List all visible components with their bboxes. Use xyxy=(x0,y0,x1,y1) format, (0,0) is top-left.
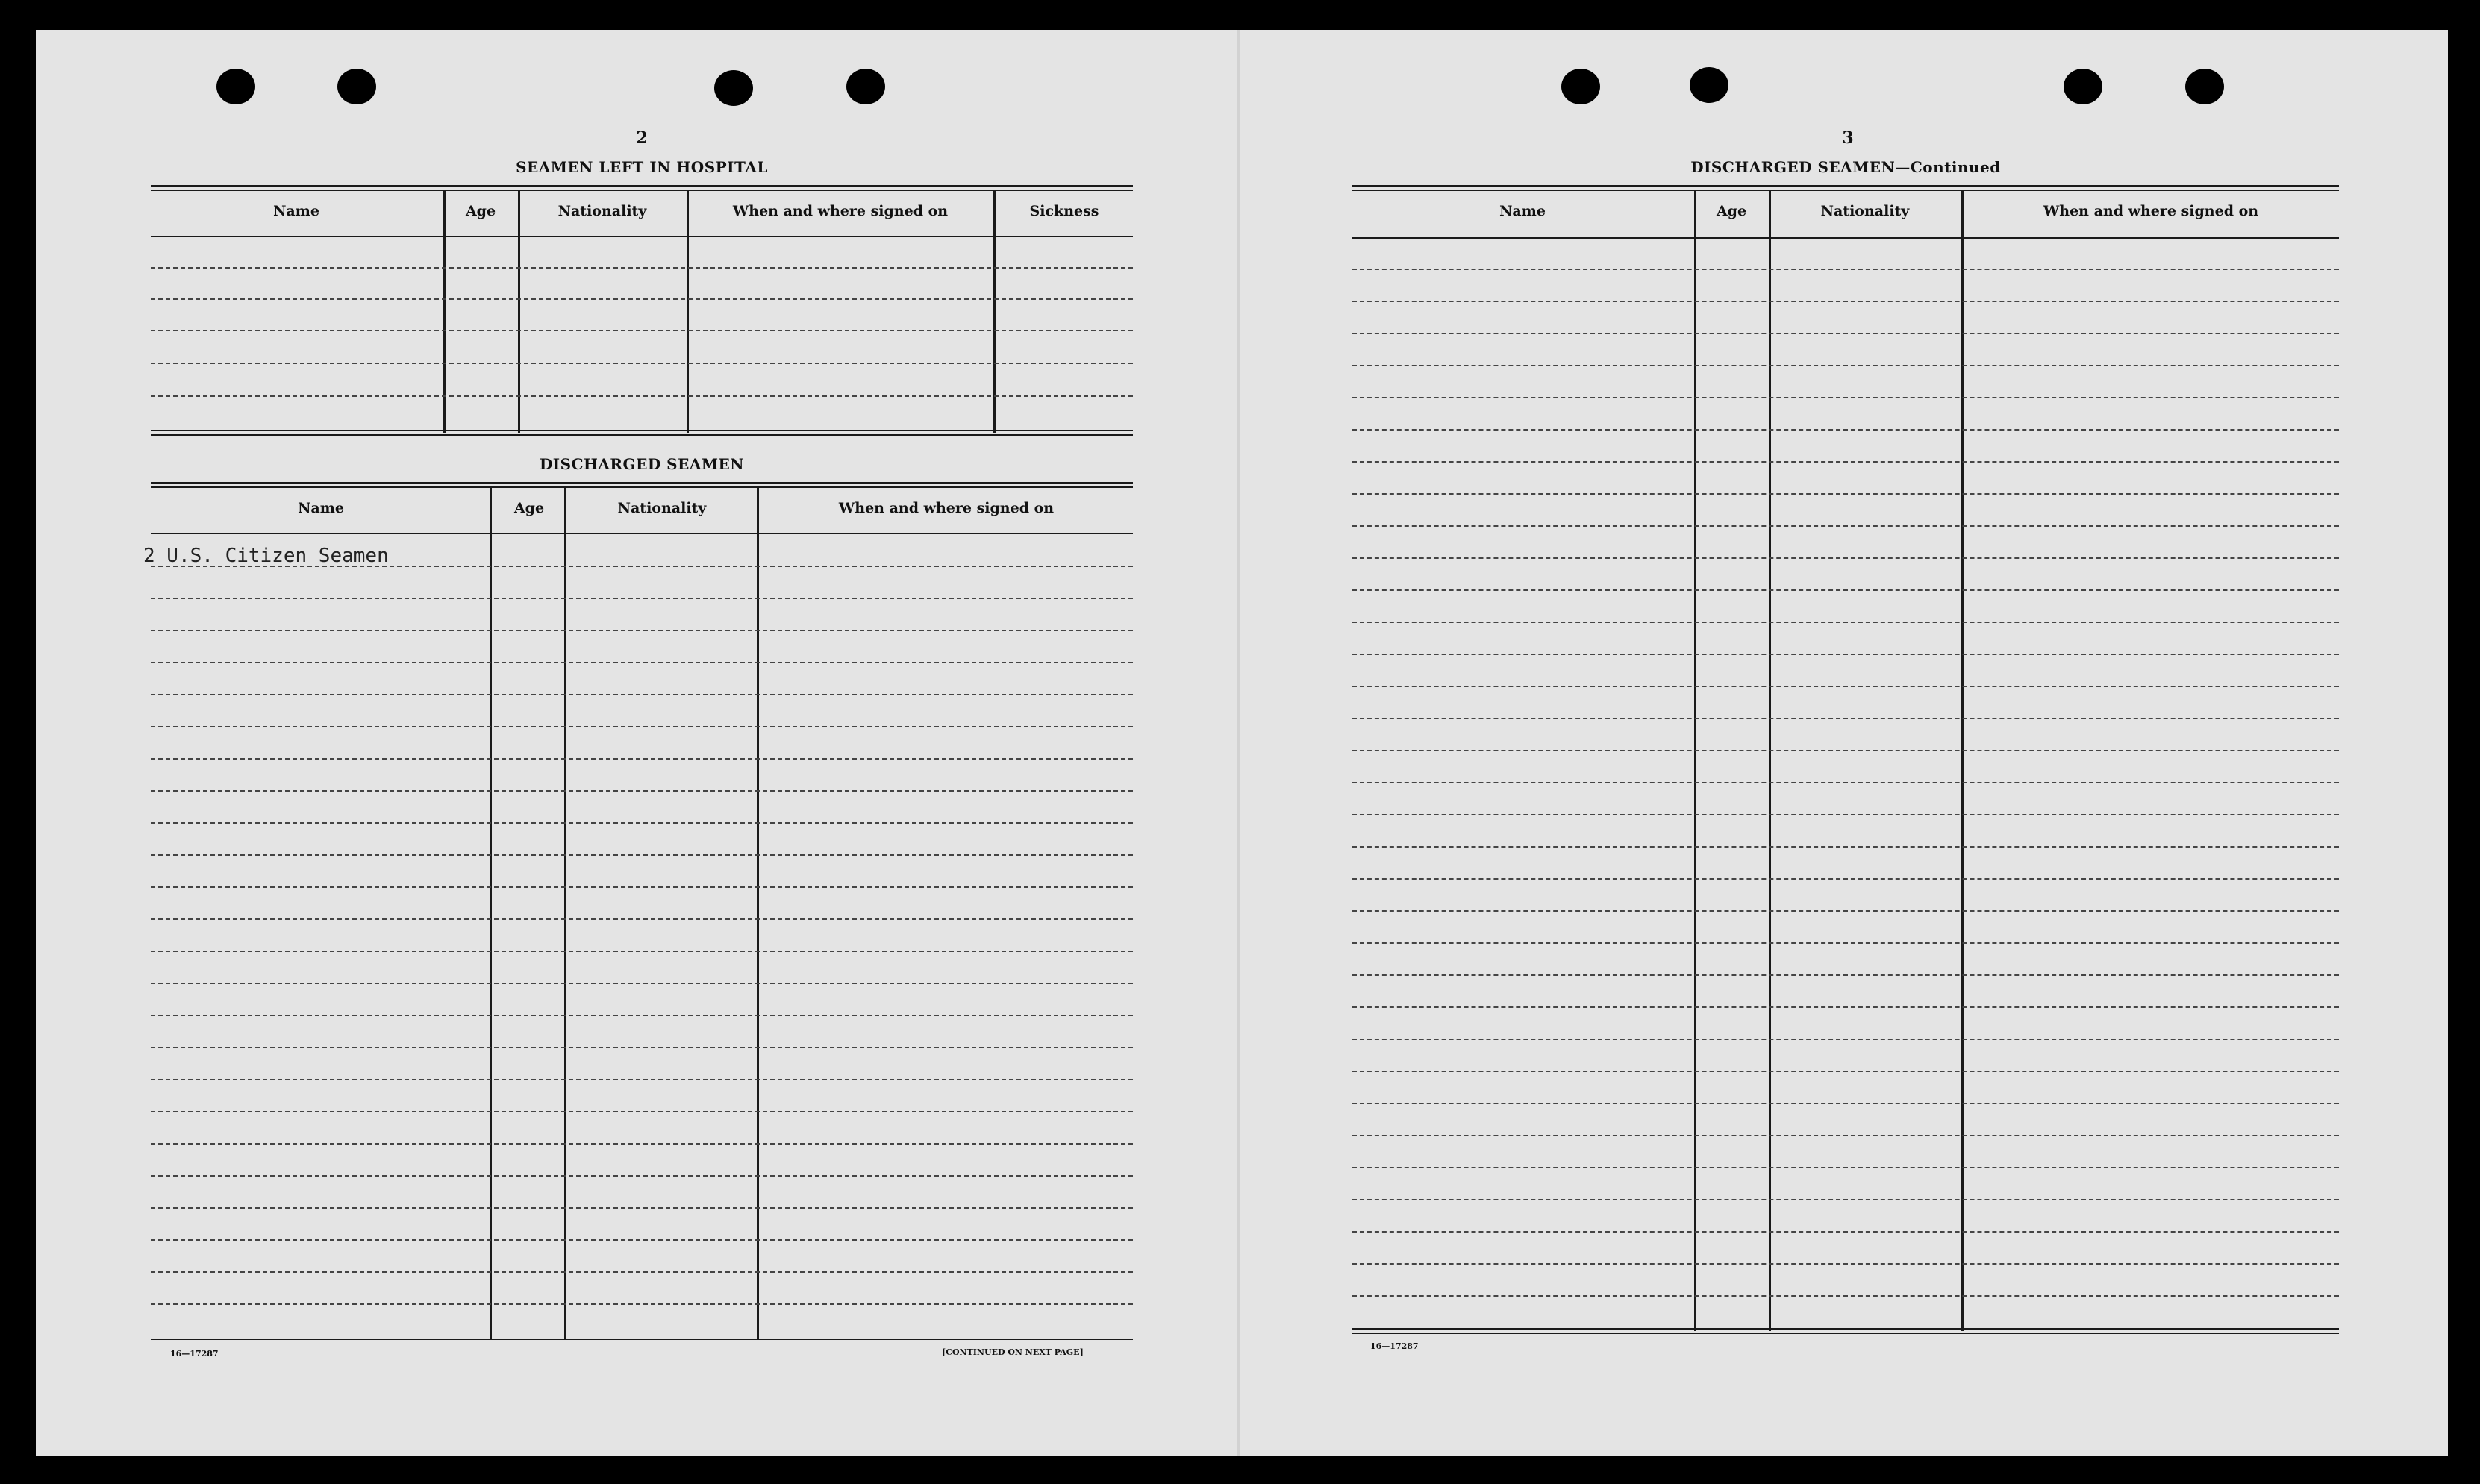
hospital-row-line xyxy=(151,395,1133,397)
table-row-line xyxy=(151,758,1133,760)
table-row-line xyxy=(1352,782,2339,783)
hospital-table-bottom-rule xyxy=(151,430,1133,431)
discharged-col-name: Name xyxy=(298,500,344,516)
hospital-row-line xyxy=(151,330,1133,331)
punch-hole xyxy=(714,70,753,106)
table-row-line xyxy=(1352,910,2339,912)
table-row-line xyxy=(151,1047,1133,1048)
hospital-header-rule xyxy=(151,236,1133,237)
table-row-line xyxy=(1352,1167,2339,1168)
right-col-divider xyxy=(1769,191,1771,1331)
table-row-line xyxy=(151,1303,1133,1305)
hospital-col-sickness: Sickness xyxy=(1029,203,1099,219)
table-row-line xyxy=(1352,525,2339,527)
table-row-line xyxy=(151,1271,1133,1273)
table-row-line xyxy=(151,822,1133,824)
center-fold xyxy=(1237,30,1240,1456)
table-row-line xyxy=(151,790,1133,792)
discharged-table-top-rule xyxy=(151,482,1133,484)
hospital-table-top-rule xyxy=(151,185,1133,187)
table-row-line xyxy=(1352,846,2339,848)
discharged-col-divider xyxy=(757,488,759,1339)
hospital-col-age: Age xyxy=(465,203,496,219)
right-table-top-rule xyxy=(1352,185,2339,187)
table-row-line xyxy=(1352,974,2339,976)
table-row-line xyxy=(151,1079,1133,1080)
discharged-col-signed-on: When and where signed on xyxy=(838,500,1055,516)
discharged-col-divider xyxy=(490,488,492,1339)
table-row-line xyxy=(1352,429,2339,431)
continued-note: [CONTINUED ON NEXT PAGE] xyxy=(942,1347,1084,1357)
discharged-col-divider xyxy=(564,488,566,1339)
table-row-line xyxy=(151,1239,1133,1241)
table-row-line xyxy=(1352,878,2339,880)
hospital-col-name: Name xyxy=(273,203,319,219)
punch-hole xyxy=(1561,69,1600,104)
left-form-number: 16—17287 xyxy=(170,1349,219,1359)
right-table-bottom-rule xyxy=(1352,1328,2339,1330)
right-col-age: Age xyxy=(1716,203,1747,219)
punch-hole xyxy=(216,69,255,104)
discharged-col-nationality: Nationality xyxy=(617,500,707,516)
table-row-line xyxy=(1352,589,2339,591)
discharged-table-bottom-rule xyxy=(151,1339,1133,1340)
right-page-number: 3 xyxy=(1842,128,1854,148)
hospital-row-line xyxy=(151,267,1133,269)
right-form-number: 16—17287 xyxy=(1370,1341,1419,1351)
table-row-line xyxy=(151,726,1133,727)
paper-sheet xyxy=(36,30,2448,1456)
discharged-table-top-rule xyxy=(151,486,1133,488)
hospital-section-title: SEAMEN LEFT IN HOSPITAL xyxy=(516,158,768,176)
table-row-line xyxy=(151,886,1133,888)
table-row-line xyxy=(1352,1295,2339,1297)
table-row-line xyxy=(151,662,1133,663)
discharged-continued-title: DISCHARGED SEAMEN—Continued xyxy=(1690,158,2001,176)
punch-hole xyxy=(1690,67,1728,103)
table-row-line xyxy=(1352,1135,2339,1136)
table-row-line xyxy=(151,694,1133,695)
right-col-divider xyxy=(1694,191,1696,1331)
table-row-line xyxy=(1352,750,2339,751)
table-row-line xyxy=(1352,1263,2339,1265)
table-row-line xyxy=(1352,461,2339,463)
table-row-line xyxy=(151,598,1133,599)
table-row-line xyxy=(151,630,1133,631)
right-table-top-rule xyxy=(1352,190,2339,191)
discharged-entry-name: 2 U.S. Citizen Seamen xyxy=(143,545,389,567)
table-row-line xyxy=(1352,1071,2339,1072)
hospital-table-bottom-rule xyxy=(151,434,1133,436)
table-row-line xyxy=(151,1143,1133,1145)
table-row-line xyxy=(1352,1199,2339,1200)
table-row-line xyxy=(1352,942,2339,944)
table-row-line xyxy=(151,918,1133,920)
punch-hole xyxy=(2064,69,2102,104)
hospital-col-nationality: Nationality xyxy=(557,203,647,219)
discharged-col-age: Age xyxy=(513,500,545,516)
hospital-row-line xyxy=(151,298,1133,300)
punch-hole xyxy=(337,69,376,104)
hospital-table-top-rule xyxy=(151,190,1133,191)
table-row-line xyxy=(1352,365,2339,366)
hospital-row-line xyxy=(151,363,1133,364)
table-row-line xyxy=(151,566,1133,567)
table-row-line xyxy=(1352,269,2339,270)
table-row-line xyxy=(1352,654,2339,655)
table-row-line xyxy=(151,1111,1133,1112)
table-row-line xyxy=(151,1015,1133,1016)
table-row-line xyxy=(151,1175,1133,1177)
table-row-line xyxy=(1352,397,2339,398)
table-row-line xyxy=(151,951,1133,952)
left-page-number: 2 xyxy=(636,128,648,148)
table-row-line xyxy=(1352,493,2339,495)
table-row-line xyxy=(1352,557,2339,559)
right-table-bottom-rule xyxy=(1352,1333,2339,1334)
right-col-name: Name xyxy=(1499,203,1546,219)
hospital-col-signed-on: When and where signed on xyxy=(732,203,949,219)
table-row-line xyxy=(1352,301,2339,302)
table-row-line xyxy=(1352,814,2339,815)
table-row-line xyxy=(1352,1103,2339,1104)
table-row-line xyxy=(1352,686,2339,687)
table-row-line xyxy=(1352,333,2339,334)
table-row-line xyxy=(151,1207,1133,1209)
right-col-nationality: Nationality xyxy=(1820,203,1910,219)
punch-hole xyxy=(2185,69,2224,104)
table-row-line xyxy=(1352,1039,2339,1040)
discharged-section-title: DISCHARGED SEAMEN xyxy=(539,455,745,473)
punch-hole xyxy=(846,69,885,104)
table-row-line xyxy=(1352,718,2339,719)
right-col-divider xyxy=(1961,191,1964,1331)
right-col-signed-on: When and where signed on xyxy=(2043,203,2259,219)
right-header-rule xyxy=(1352,237,2339,239)
discharged-header-rule xyxy=(151,533,1133,534)
table-row-line xyxy=(1352,1006,2339,1008)
table-row-line xyxy=(1352,1231,2339,1233)
table-row-line xyxy=(151,854,1133,856)
table-row-line xyxy=(1352,622,2339,623)
table-row-line xyxy=(151,983,1133,984)
